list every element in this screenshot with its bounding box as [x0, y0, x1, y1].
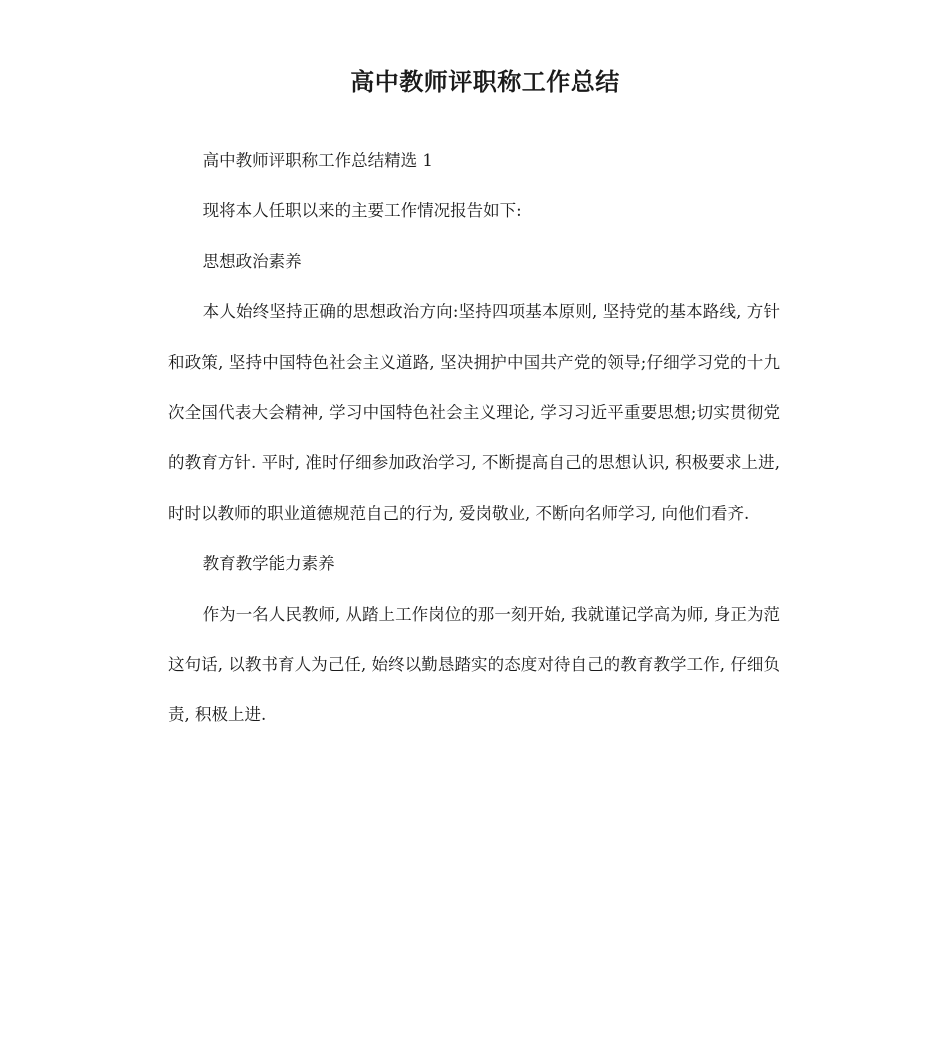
- section-heading-political: 思想政治素养: [202, 251, 302, 271]
- paragraph-intro: 现将本人任职以来的主要工作情况报告如下:: [202, 201, 522, 221]
- section-heading-teaching: 教育教学能力素养: [202, 554, 335, 574]
- document-body: [168, 136, 780, 741]
- paragraph-teaching: 作为一名人民教师, 从踏上工作岗位的那一刻开始, 我就谨记学高为师, 身正为范这句话, 以教书育人为己任, 始终以勤恳踏实的态度对待自己的教育教学工作, 仔细负责, 积极上进.: [168, 604, 780, 725]
- paragraph-political: 本人始终坚持正确的思想政治方向:坚持四项基本原则, 坚持党的基本路线, 方针和政策, 坚持中国特色社会主义道路, 坚决拥护中国共产党的领导;仔细学习党的十九次全国代表大会精神, 学习中国特色社会主义理论, 学习习近平重要思想;切实贯彻党的教育方针. 平时, 准时仔细参加政治学习, 不断提高自己的思想认识, 积极要求上进, 时时以教师的职业道德规范自己的行为, 爱岗敬业, 不断向名师学习, 向他们看齐.: [168, 302, 780, 523]
- paragraph-subtitle: 高中教师评职称工作总结精选 1: [202, 151, 433, 170]
- document-title: 高中教师评职称工作总结: [350, 68, 620, 96]
